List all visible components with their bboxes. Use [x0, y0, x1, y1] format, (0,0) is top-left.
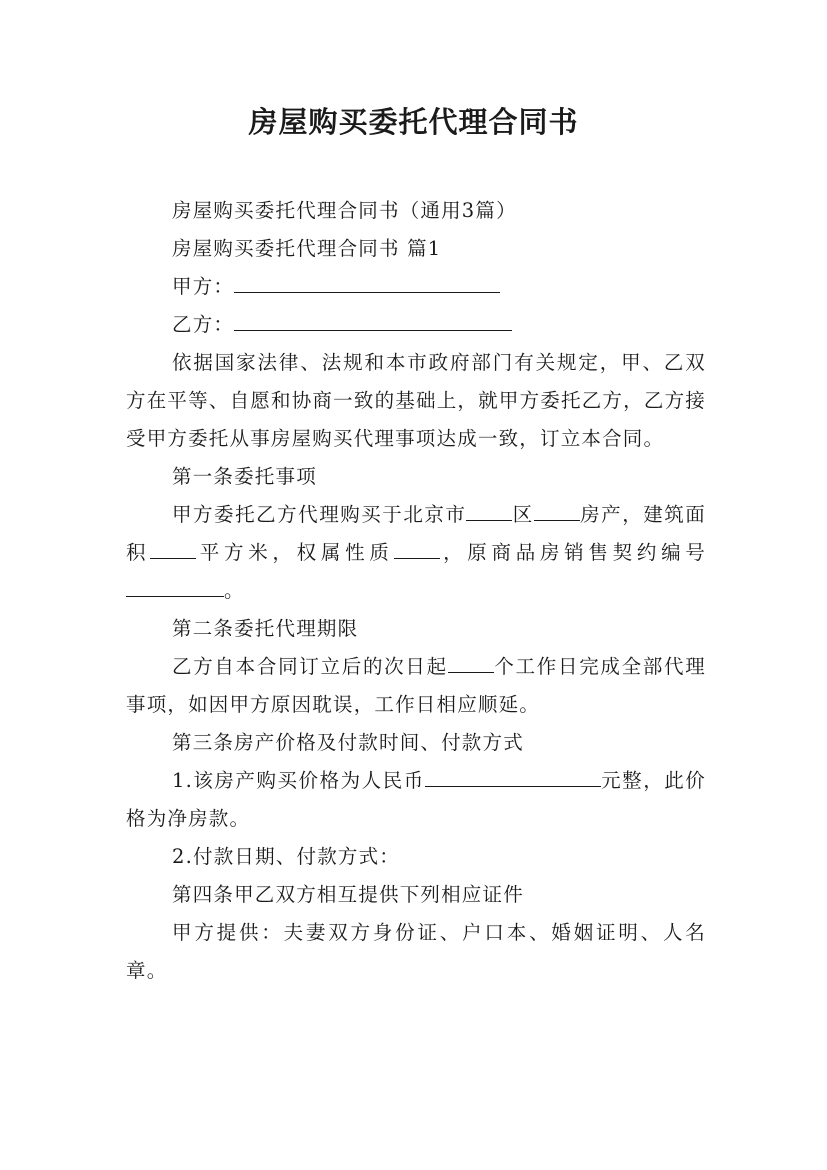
article2-paragraph	[126, 648, 706, 724]
article3-item2: 2.付款日期、付款方式：	[172, 845, 401, 868]
article3-heading: 第三条房产价格及付款时间、付款方式	[172, 731, 524, 754]
party-b-blank	[234, 310, 512, 331]
part-heading: 房屋购买委托代理合同书 篇1	[172, 237, 442, 260]
subtitle: 房屋购买委托代理合同书（通用3篇）	[172, 199, 517, 222]
contract-number-blank	[126, 576, 224, 597]
article3-item1	[126, 762, 706, 838]
document-title: 房屋购买委托代理合同书	[248, 105, 579, 139]
workdays-blank	[448, 652, 494, 673]
party-a-line	[126, 268, 706, 306]
article1-text-6: 。	[224, 579, 245, 602]
property-blank	[534, 500, 580, 521]
article4-heading: 第四条甲乙双方相互提供下列相应证件	[172, 883, 524, 906]
party-b-line	[126, 306, 706, 344]
article1-heading: 第一条委托事项	[172, 465, 317, 488]
article3-item1-text-1: 1.该房产购买价格为人民币	[172, 769, 425, 792]
party-a-label: 甲方：	[172, 275, 235, 298]
article2-text-2: 个工作日完成全部代理事项，如因甲方原因耽误，工作日相应顺延。	[126, 655, 706, 716]
article1-text-5: ，原商品房销售契约编号	[439, 541, 707, 564]
article2-text-1: 乙方自本合同订立后的次日起	[172, 655, 448, 678]
article1-text-1: 甲方委托乙方代理购买于北京市	[172, 503, 467, 526]
article3-item1-text-2: 元整，此价格为净房款。	[126, 769, 706, 830]
article1-text-2: 区	[512, 503, 534, 526]
article1-text-3: 房产，建筑面积	[126, 503, 706, 564]
district-blank	[466, 500, 512, 521]
price-blank	[425, 766, 601, 787]
intro-paragraph: 依据国家法律、法规和本市政府部门有关规定，甲、乙双方在平等、自愿和协商一致的基础上，就甲方委托乙方，乙方接受甲方委托从事房屋购买代理事项达成一致，订立本合同。	[126, 351, 706, 450]
article1-text-4: 平方米，权属性质	[196, 541, 394, 564]
area-blank	[150, 538, 196, 559]
article1-paragraph	[126, 496, 706, 610]
article2-heading: 第二条委托代理期限	[172, 617, 359, 640]
party-a-blank	[234, 272, 500, 293]
document-body	[126, 192, 706, 990]
party-b-label: 乙方：	[172, 313, 235, 336]
article4-paragraph: 甲方提供：夫妻双方身份证、户口本、婚姻证明、人名章。	[126, 921, 706, 982]
ownership-blank	[394, 538, 440, 559]
